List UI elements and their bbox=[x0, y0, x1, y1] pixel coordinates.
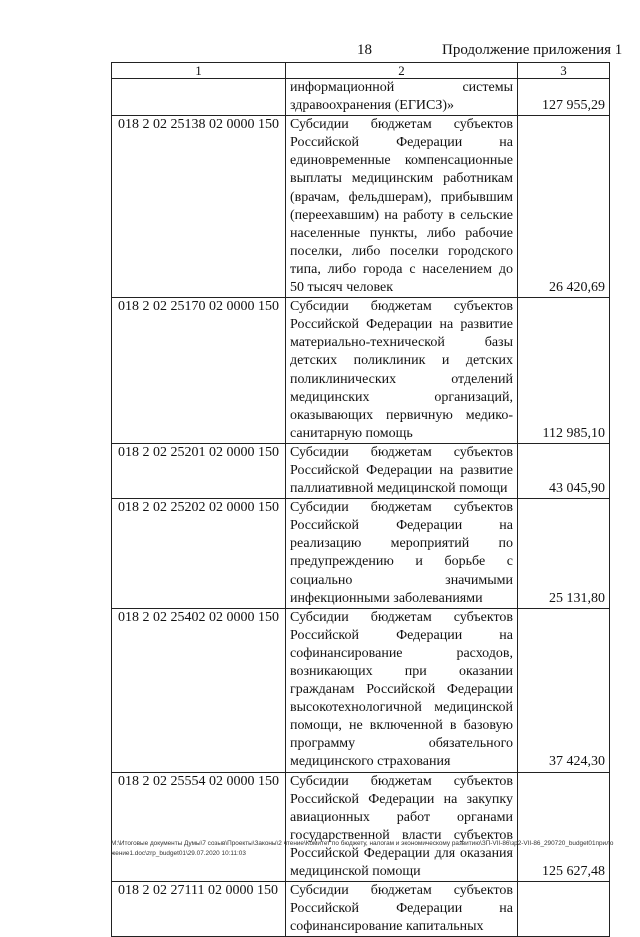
budget-code-cell: 018 2 02 25170 02 0000 150 bbox=[112, 298, 286, 444]
description-line: предупреждению и борьбе с bbox=[290, 554, 513, 570]
description-line: информационной системы bbox=[290, 80, 513, 95]
column-header-1: 1 bbox=[112, 63, 286, 79]
table-header-row bbox=[112, 63, 610, 79]
description-line: (переехавшим) на работу в сельские bbox=[290, 207, 513, 223]
budget-code-cell: 018 2 02 27111 02 0000 150 bbox=[112, 882, 286, 937]
description-cell bbox=[286, 443, 518, 498]
description-line: Субсидии бюджетам субъектов bbox=[290, 117, 513, 133]
description-line: возникающих при оказании bbox=[290, 664, 513, 679]
budget-code-cell: 018 2 02 25554 02 0000 150 bbox=[112, 772, 286, 882]
description-line: Субсидии бюджетам субъектов bbox=[290, 773, 513, 789]
budget-table bbox=[111, 62, 610, 937]
description-cell bbox=[286, 882, 518, 937]
table-row bbox=[112, 772, 610, 882]
footer-file-path: M:\Итоговые документы Думы\7 созыв\Проекты\Законы\2 чтение\Комитет по бюджету, налогам и экономическому развитию\ЗП-VII-86\зр2-VII-86_290720_budget01приложение1.doc\zrp_budget01\29.07.2020 10:11:03 bbox=[111, 840, 614, 857]
amount-cell: 112 985,10 bbox=[518, 298, 610, 444]
description-line: единовременные компенсационные bbox=[290, 153, 513, 169]
description-line: здравоохранения (ЕГИСЗ)» bbox=[290, 98, 455, 114]
amount-cell: 125 627,48 bbox=[518, 772, 610, 882]
page-number: 18 bbox=[357, 42, 372, 58]
description-line: Российской Федерации на bbox=[290, 518, 513, 534]
description-line: Субсидии бюджетам субъектов bbox=[290, 444, 513, 460]
amount-cell bbox=[518, 882, 610, 937]
description-line: Российской Федерации на развитие bbox=[290, 462, 513, 478]
budget-code-cell: 018 2 02 25402 02 0000 150 bbox=[112, 608, 286, 772]
description-line: населенные пункты, либо рабочие bbox=[290, 225, 513, 241]
description-cell bbox=[286, 79, 518, 116]
column-header-3: 3 bbox=[518, 63, 610, 79]
description-line: Российской Федерации на bbox=[290, 901, 513, 917]
description-line: Субсидии бюджетам субъектов bbox=[290, 609, 513, 625]
table-row bbox=[112, 79, 610, 116]
description-line: гражданам Российской Федерации bbox=[290, 682, 513, 698]
description-line: 50 тысяч человек bbox=[290, 280, 394, 296]
description-line: поселки, либо поселки городского bbox=[290, 243, 513, 259]
description-cell bbox=[286, 608, 518, 772]
description-line: Субсидии бюджетам субъектов bbox=[290, 500, 513, 516]
description-cell bbox=[286, 499, 518, 609]
column-header-2: 2 bbox=[286, 63, 518, 79]
description-line: софинансирование расходов, bbox=[290, 645, 513, 661]
table-row bbox=[112, 298, 610, 444]
budget-code-cell: 018 2 02 25201 02 0000 150 bbox=[112, 443, 286, 498]
description-line: софинансирование капитальных bbox=[290, 919, 484, 935]
description-line: медицинских организаций, bbox=[290, 389, 513, 405]
description-line: санитарную помощь bbox=[290, 425, 413, 441]
description-line: типа, либо города с населением до bbox=[290, 261, 513, 277]
description-cell bbox=[286, 298, 518, 444]
description-line: детских поликлиник и детских bbox=[290, 353, 513, 369]
budget-code-cell: 018 2 02 25202 02 0000 150 bbox=[112, 499, 286, 609]
table-row bbox=[112, 116, 610, 298]
description-line: медицинского страхования bbox=[290, 754, 451, 770]
description-line: авиационных работ органами bbox=[290, 809, 513, 825]
amount-cell: 127 955,29 bbox=[518, 79, 610, 116]
description-line: Российской Федерации на bbox=[290, 135, 513, 151]
description-line: Российской Федерации на закупку bbox=[290, 791, 513, 807]
description-line: выплаты медицинским работникам bbox=[290, 171, 513, 187]
description-line: Субсидии бюджетам субъектов bbox=[290, 299, 513, 315]
budget-code-cell: 018 2 02 25138 02 0000 150 bbox=[112, 116, 286, 298]
description-line: программу обязательного bbox=[290, 736, 513, 752]
description-line: высокотехнологичной медицинской bbox=[290, 700, 513, 716]
description-line: Российской Федерации на развитие bbox=[290, 317, 513, 333]
continuation-caption: Продолжение приложения 1 bbox=[442, 42, 623, 58]
amount-cell: 43 045,90 bbox=[518, 443, 610, 498]
description-line: государственной власти субъектов bbox=[290, 827, 513, 843]
table-row bbox=[112, 608, 610, 772]
description-line: социально значимыми bbox=[290, 572, 513, 588]
description-line: медицинской помощи bbox=[290, 864, 421, 880]
amount-cell: 26 420,69 bbox=[518, 116, 610, 298]
table-row bbox=[112, 499, 610, 609]
description-line: (врачам, фельдшерам), прибывшим bbox=[290, 189, 513, 205]
description-line: инфекционными заболеваниями bbox=[290, 590, 483, 606]
table-row bbox=[112, 443, 610, 498]
description-line: паллиативной медицинской помощи bbox=[290, 481, 508, 497]
amount-cell: 37 424,30 bbox=[518, 608, 610, 772]
table-row bbox=[112, 882, 610, 937]
description-line: Субсидии бюджетам субъектов bbox=[290, 883, 513, 899]
amount-cell: 25 131,80 bbox=[518, 499, 610, 609]
description-line: реализацию мероприятий по bbox=[290, 536, 513, 552]
description-line: оказывающих первичную медико- bbox=[290, 407, 513, 423]
description-line: материально-технической базы bbox=[290, 335, 513, 351]
description-cell bbox=[286, 772, 518, 882]
description-line: поликлинических отделений bbox=[290, 371, 513, 387]
description-line: помощи, не включенной в базовую bbox=[290, 718, 513, 734]
description-cell bbox=[286, 116, 518, 298]
description-line: Российской Федерации на bbox=[290, 627, 513, 643]
budget-code-cell bbox=[112, 79, 286, 116]
description-line: Российской Федерации для оказания bbox=[290, 845, 513, 861]
